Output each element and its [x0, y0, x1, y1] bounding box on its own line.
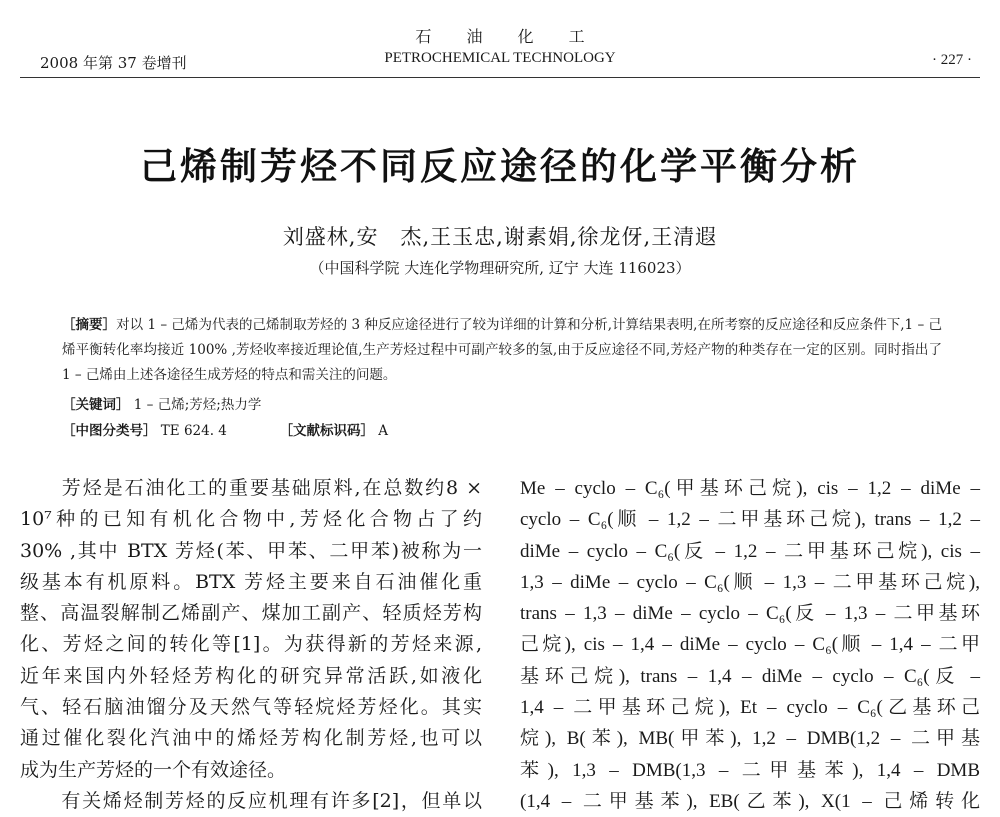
doc-code-label: ［文献标识码］ — [279, 423, 374, 439]
body-line: Me – cyclo – C₆(甲基环己烷), cis – 1,2 – diMe – — [520, 478, 980, 499]
body-line: 化、芳烃之间的转化等[1]。为获得新的芳烃来源, — [20, 633, 482, 656]
body-line: 成为生产芳烃的一个有效途径。 — [20, 758, 287, 781]
body-line: trans – 1,3 – diMe – cyclo – C₆(反 – 1,3 – 二甲基环 — [520, 603, 980, 625]
body-line: 30% ,其中 BTX 芳烃(苯、甲苯、二甲苯)被称为一 — [20, 539, 482, 562]
body-line: diMe – cyclo – C₆(反 – 1,2 – 二甲基环己烷), cis – — [520, 540, 980, 562]
journal-name-en: PETROCHEMICAL TECHNOLOGY — [384, 50, 616, 66]
body-line: 苯), 1,3 – DMB(1,3 – 二甲基苯), 1,4 – DMB — [520, 759, 980, 781]
body-line: 整、高温裂解制乙烯副产、煤加工副产、轻质烃芳构 — [20, 602, 482, 625]
abstract — [62, 313, 942, 388]
journal-name-cn: 石 油 化 工 — [415, 27, 585, 46]
paper-title: 己烯制芳烃不同反应途径的化学平衡分析 — [140, 145, 860, 188]
body-column-left — [20, 473, 482, 817]
journal-issue: 2008 年第 37 卷增刊 — [40, 54, 187, 72]
body-line: 烷), B(苯), MB(甲苯), 1,2 – DMB(1,2 – 二甲基 — [520, 728, 980, 750]
body-line: 近年来国内外轻烃芳构化的研究异常活跃,如液化 — [20, 664, 482, 687]
abstract-text: 对以 1 – 己烯为代表的己烯制取芳烃的 3 种反应途径进行了较为详细的计算和分析,计算结果表明,在所考察的反应途径和反应条件下,1 – 己烯平衡转化率均接近 100% ,芳烃收率接近理论值,生产芳烃过程中可副产较多的氢,由于反应途径不同,芳烃产物的种类存在一定的区别。同时指出了 1 – 己烯由上述各途径生成芳烃的特点和需关注的问题。 — [62, 317, 943, 383]
body-line: 通过催化裂化汽油中的烯烃芳构化制芳烃,也可以 — [20, 727, 482, 750]
body-line: 1,3 – diMe – cyclo – C₆(顺 – 1,3 – 二甲基环己烷), — [520, 571, 980, 593]
keywords-label: ［关键词］ — [62, 397, 130, 413]
body-line: 气、轻石脑油馏分及天然气等轻烷烃芳烃化。其实 — [20, 696, 482, 719]
body-line: (1,4 – 二甲基苯), EB(乙苯), X(1 – 己烯转化 — [520, 790, 980, 812]
body-line: 有关烯烃制芳烃的反应机理有许多[2]，但单以 — [20, 789, 482, 812]
clc-value: TE 624. 4 — [160, 423, 227, 439]
body-line: 己烷), cis – 1,4 – diMe – cyclo – C₆(顺 – 1,4 – 二甲 — [520, 634, 980, 656]
abstract-label: ［摘要］ — [62, 317, 117, 333]
body-line: cyclo – C₆(顺 – 1,2 – 二甲基环己烷), trans – 1,2 – — [520, 509, 980, 531]
body-column-right — [520, 473, 980, 817]
header-divider — [20, 77, 980, 78]
author-list: 刘盛林,安 杰,王玉忠,谢素娟,徐龙伢,王清遐 — [282, 225, 718, 249]
page-number: · 227 · — [932, 52, 972, 68]
body-line: 级基本有机原料。BTX 芳烃主要来自石油催化重 — [20, 570, 482, 593]
keywords — [62, 393, 261, 413]
keywords-text: 1 – 己烯;芳烃;热力学 — [133, 397, 262, 413]
affiliation: （中国科学院 大连化学物理研究所, 辽宁 大连 116023） — [309, 259, 691, 277]
clc-label: ［中图分类号］ — [62, 423, 157, 439]
body-line: 芳烃是石油化工的重要基础原料,在总数约8 × — [20, 477, 482, 499]
doc-code-value: A — [378, 423, 389, 439]
body-line: 基环己烷), trans – 1,4 – diMe – cyclo – C₆(反 – — [520, 665, 980, 687]
body-line: 1,4 – 二甲基环己烷), Et – cyclo – C₆(乙基环己 — [520, 697, 980, 719]
body-line: 10⁷种的已知有机化合物中,芳烃化合物占了约 — [20, 508, 482, 531]
classification — [62, 419, 388, 439]
